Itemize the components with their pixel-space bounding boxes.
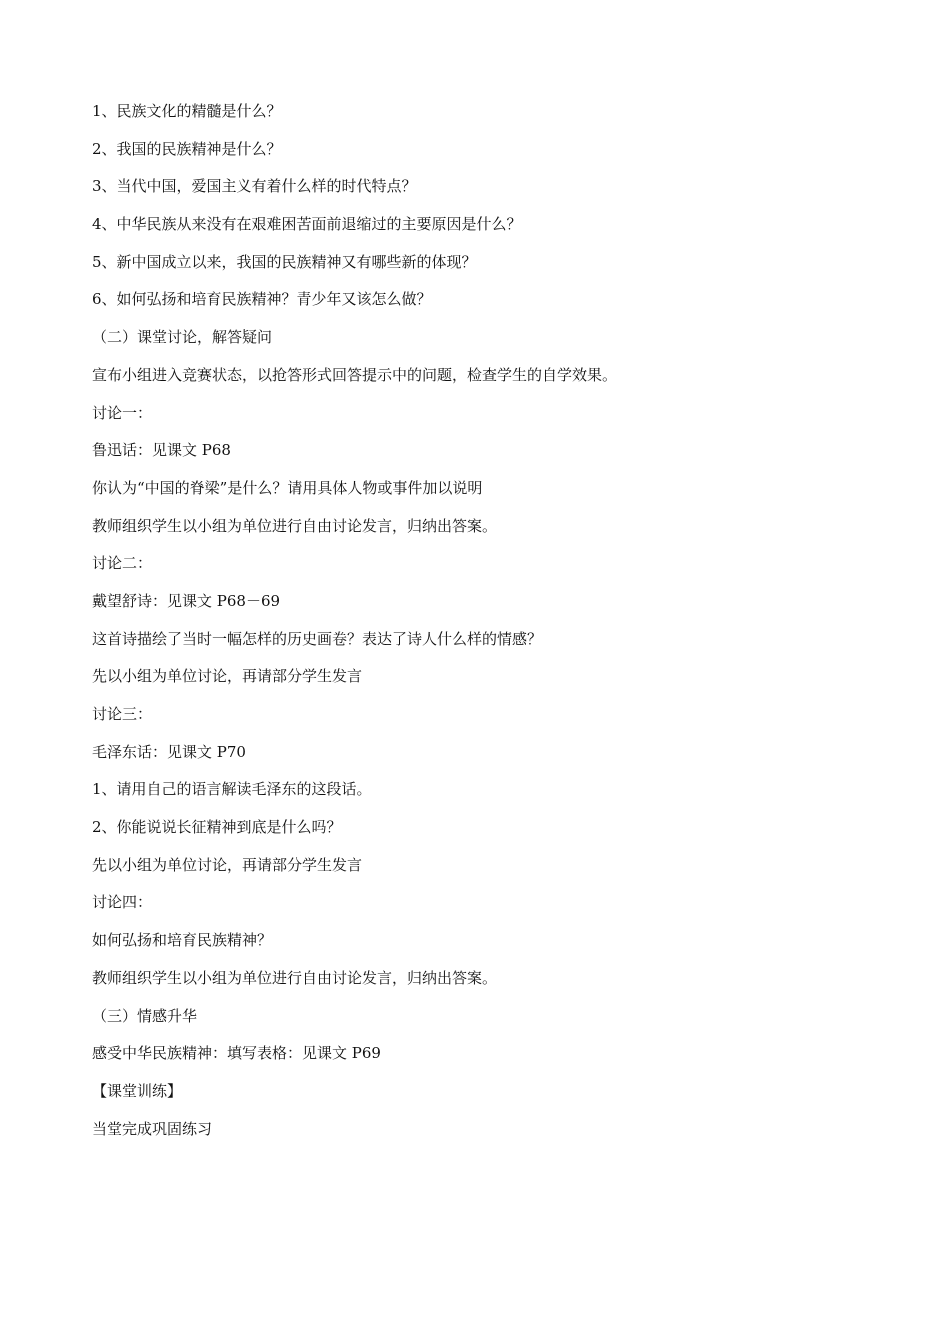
- paragraph: 这首诗描绘了当时一幅怎样的历史画卷？表达了诗人什么样的情感？: [92, 629, 543, 648]
- question-4: 4、中华民族从来没有在艰难困苦面前退缩过的主要原因是什么？: [92, 215, 522, 234]
- paragraph: 毛泽东话：见课文 P70: [92, 742, 246, 761]
- question-2: 2、我国的民族精神是什么？: [92, 139, 282, 158]
- paragraph: 教师组织学生以小组为单位进行自由讨论发言，归纳出答案。: [92, 968, 498, 987]
- paragraph: 教师组织学生以小组为单位进行自由讨论发言，归纳出答案。: [92, 516, 498, 535]
- section-heading-discussion: （二）课堂讨论，解答疑问: [92, 328, 273, 347]
- paragraph: 感受中华民族精神：填写表格：见课文 P69: [92, 1044, 381, 1063]
- paragraph: 宣布小组进入竞赛状态，以抢答形式回答提示中的问题，检查学生的自学效果。: [92, 365, 618, 384]
- paragraph: 先以小组为单位讨论，再请部分学生发言: [92, 855, 363, 874]
- question-3: 3、当代中国，爱国主义有着什么样的时代特点？: [92, 177, 417, 196]
- paragraph: 如何弘扬和培育民族精神？: [92, 931, 273, 950]
- discussion-heading-2: 讨论二：: [92, 554, 153, 573]
- paragraph: 你认为“中国的脊梁”是什么？请用具体人物或事件加以说明: [92, 478, 483, 497]
- discussion-heading-4: 讨论四：: [92, 893, 153, 912]
- paragraph: 2、你能说说长征精神到底是什么吗？: [92, 818, 342, 837]
- document-body: [92, 99, 872, 1154]
- paragraph: 当堂完成巩固练习: [92, 1119, 213, 1138]
- question-6: 6、如何弘扬和培育民族精神？青少年又该怎么做？: [92, 290, 432, 309]
- discussion-heading-1: 讨论一：: [92, 403, 153, 422]
- section-heading-emotion: （三）情感升华: [92, 1006, 198, 1025]
- question-5: 5、新中国成立以来，我国的民族精神又有哪些新的体现？: [92, 252, 477, 271]
- discussion-heading-3: 讨论三：: [92, 705, 153, 723]
- paragraph: 1、请用自己的语言解读毛泽东的这段话。: [92, 780, 372, 799]
- paragraph: 鲁迅话：见课文 P68: [92, 441, 231, 460]
- question-1: 1、民族文化的精髓是什么？: [92, 102, 282, 120]
- paragraph: 戴望舒诗：见课文 P68－69: [92, 591, 281, 610]
- paragraph: 先以小组为单位讨论，再请部分学生发言: [92, 667, 363, 686]
- section-heading-training: 【课堂训练】: [92, 1081, 183, 1100]
